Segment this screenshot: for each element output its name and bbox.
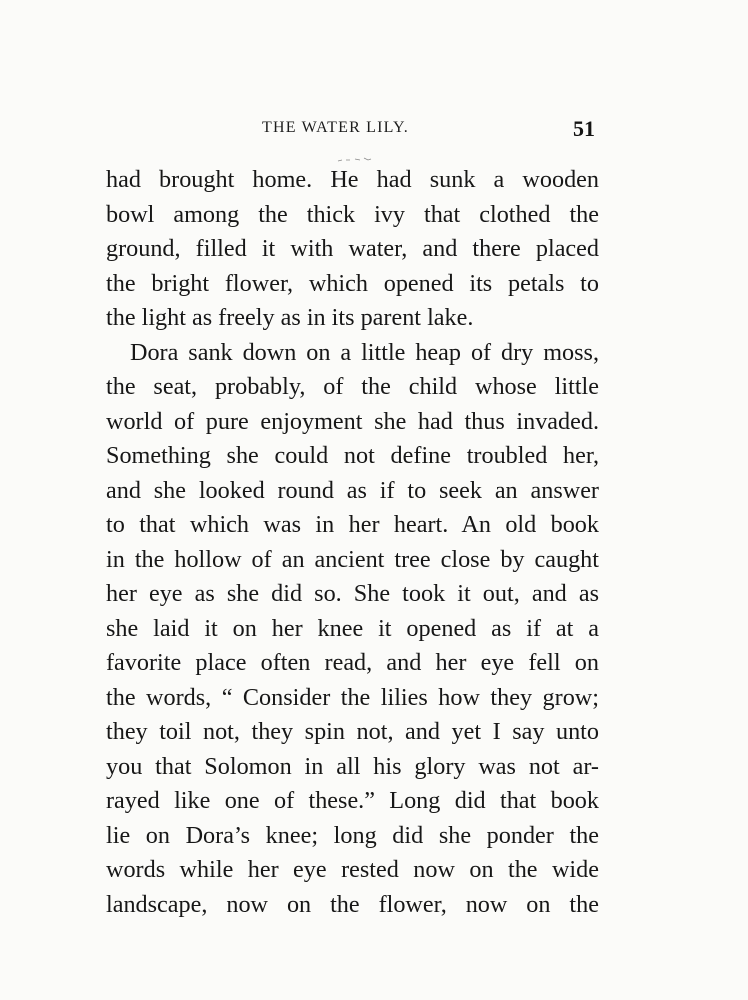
body-text <box>106 163 599 922</box>
text-line: Something she could not define troubled her, <box>106 442 599 469</box>
text-line: favorite place often read, and her eye fell on <box>106 649 599 676</box>
text-line: you that Solomon in all his glory was not ar- <box>106 752 599 780</box>
text-line: landscape, now on the flower, now on the <box>106 890 599 918</box>
text-line: had brought home. He had sunk a wooden <box>106 166 599 193</box>
text-line: rayed like one of these.” Long did that book <box>106 787 599 814</box>
text-line: the bright flower, which opened its petals to <box>106 269 599 297</box>
text-line: the seat, probably, of the child whose little <box>106 373 599 400</box>
text-line: her eye as she did so. She took it out, and as <box>106 580 599 607</box>
text-line: and she looked round as if to seek an answer <box>106 476 599 504</box>
text-line: lie on Dora’s knee; long did she ponder the <box>106 821 599 849</box>
text-line: words while her eye rested now on the wide <box>106 856 599 883</box>
running-head-title: THE WATER LILY. <box>262 119 409 136</box>
text-line: she laid it on her knee it opened as if at a <box>106 614 599 642</box>
page-number: 51 <box>573 116 595 141</box>
text-line: the light as freely as in its parent lake. <box>106 304 474 331</box>
text-line: in the hollow of an ancient tree close by caught <box>106 545 599 573</box>
text-line: the words, “ Consider the lilies how they grow; <box>106 683 599 711</box>
text-line: Dora sank down on a little heap of dry moss, <box>130 338 599 366</box>
text-line: to that which was in her heart. An old book <box>106 511 599 538</box>
text-line: bowl among the thick ivy that clothed the <box>106 200 599 228</box>
text-line: ground, filled it with water, and there placed <box>106 235 599 262</box>
text-line: world of pure enjoyment she had thus invaded. <box>106 407 599 435</box>
text-line: they toil not, they spin not, and yet I say unto <box>106 718 599 745</box>
